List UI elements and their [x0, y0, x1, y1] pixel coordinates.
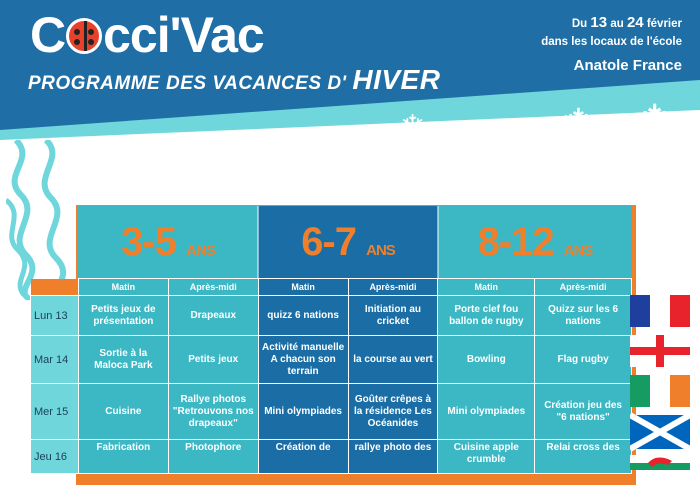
table-row	[31, 296, 632, 336]
activity-cell: Rallye photos "Retrouvons nos drapeaux"	[168, 384, 258, 440]
day-num: 13	[55, 309, 68, 322]
day-num: 16	[54, 450, 68, 463]
day-cell	[31, 384, 79, 440]
activity-cell: Création jeu des "6 nations"	[535, 384, 632, 440]
day-name: Mar	[34, 353, 53, 366]
dates-start: 13	[590, 14, 608, 31]
table-header-row	[31, 279, 632, 296]
activity-cell: Mini olympiades	[258, 384, 348, 440]
activity-cell: Porte clef fou ballon de rugby	[438, 296, 535, 336]
dates-prefix: Du	[571, 18, 588, 30]
activity-cell: Petits jeux de présentation	[78, 296, 168, 336]
wales-flag-icon	[630, 455, 690, 470]
day-num: 15	[56, 405, 69, 418]
day-cell	[31, 440, 79, 474]
activity-cell: Bowling	[438, 336, 535, 384]
day-cell	[31, 296, 79, 336]
snowflake-icon: ❄	[560, 101, 597, 150]
age-group-6-7	[258, 206, 438, 278]
col-apres-midi: Après-midi	[348, 279, 438, 296]
day-name: Jeu	[34, 450, 52, 463]
dates-line1	[541, 14, 682, 33]
school-name: Anatole France	[573, 57, 682, 74]
dates-line2: dans les locaux de l'école	[541, 36, 682, 48]
ans-label: ANS	[366, 241, 395, 259]
col-matin: Matin	[78, 279, 168, 296]
activity-cell: Goûter crêpes à la résidence Les Océanides	[348, 384, 438, 440]
col-matin: Matin	[258, 279, 348, 296]
snowflake-icon: ❄	[632, 95, 678, 155]
activity-cell: Fabrication	[78, 440, 168, 474]
activity-cell: Quizz sur les 6 nations	[535, 296, 632, 336]
snowflake-icon: ❄	[478, 117, 509, 158]
scotland-flag-icon	[630, 415, 690, 449]
age-label: 8-12	[477, 219, 554, 264]
col-matin: Matin	[438, 279, 535, 296]
day-name: Lun	[34, 309, 53, 322]
age-group-3-5	[78, 206, 258, 278]
day-num: 14	[56, 353, 69, 366]
activity-cell: Drapeaux	[168, 296, 258, 336]
day-cell	[31, 336, 79, 384]
dates-mid: au	[610, 18, 624, 30]
snowflake-icon: ❄	[400, 110, 426, 143]
dates-end: 24	[626, 14, 644, 31]
activity-cell: Cuisine	[78, 384, 168, 440]
brand-logo	[30, 6, 264, 64]
activity-cell: Petits jeux	[168, 336, 258, 384]
day-name: Mer	[34, 405, 53, 418]
france-flag-icon	[630, 295, 690, 327]
dates-month: février	[646, 18, 682, 30]
activity-cell: Flag rugby	[535, 336, 632, 384]
activity-cell: Mini olympiades	[438, 384, 535, 440]
table-row	[31, 384, 632, 440]
ireland-flag-icon	[630, 375, 690, 407]
activity-cell: rallye photo des	[348, 440, 438, 474]
activity-cell: Cuisine apple crumble	[438, 440, 535, 474]
brand-suffix: cci'Vac	[103, 7, 264, 63]
ans-label: ANS	[186, 241, 215, 259]
brand-prefix: C	[30, 7, 66, 63]
schedule-table	[30, 278, 632, 474]
age-label: 3-5	[121, 219, 176, 264]
col-apres-midi: Après-midi	[168, 279, 258, 296]
activity-cell: Photophore	[168, 440, 258, 474]
subtitle-main: PROGRAMME DES VACANCES D'	[28, 73, 347, 94]
table-row	[31, 336, 632, 384]
corner-cell	[31, 279, 79, 296]
activity-cell: Initiation au cricket	[348, 296, 438, 336]
activity-cell: Relai cross des	[535, 440, 632, 474]
age-label: 6-7	[301, 219, 356, 264]
activity-cell: Activité manuelle A chacun son terrain	[258, 336, 348, 384]
activity-cell: la course au vert	[348, 336, 438, 384]
ladybug-icon	[66, 18, 102, 54]
page-subtitle	[28, 64, 440, 96]
six-nations-flags	[630, 295, 690, 470]
england-flag-icon	[630, 335, 690, 367]
col-apres-midi: Après-midi	[535, 279, 632, 296]
ans-label: ANS	[563, 241, 593, 259]
activity-cell: Création de	[258, 440, 348, 474]
activity-cell: quizz 6 nations	[258, 296, 348, 336]
table-row	[31, 440, 632, 474]
subtitle-hiver: HIVER	[352, 64, 441, 95]
age-group-8-12	[438, 206, 632, 278]
dates-block	[541, 14, 682, 75]
activity-cell: Sortie à la Maloca Park	[78, 336, 168, 384]
streamers-decoration	[6, 140, 76, 300]
